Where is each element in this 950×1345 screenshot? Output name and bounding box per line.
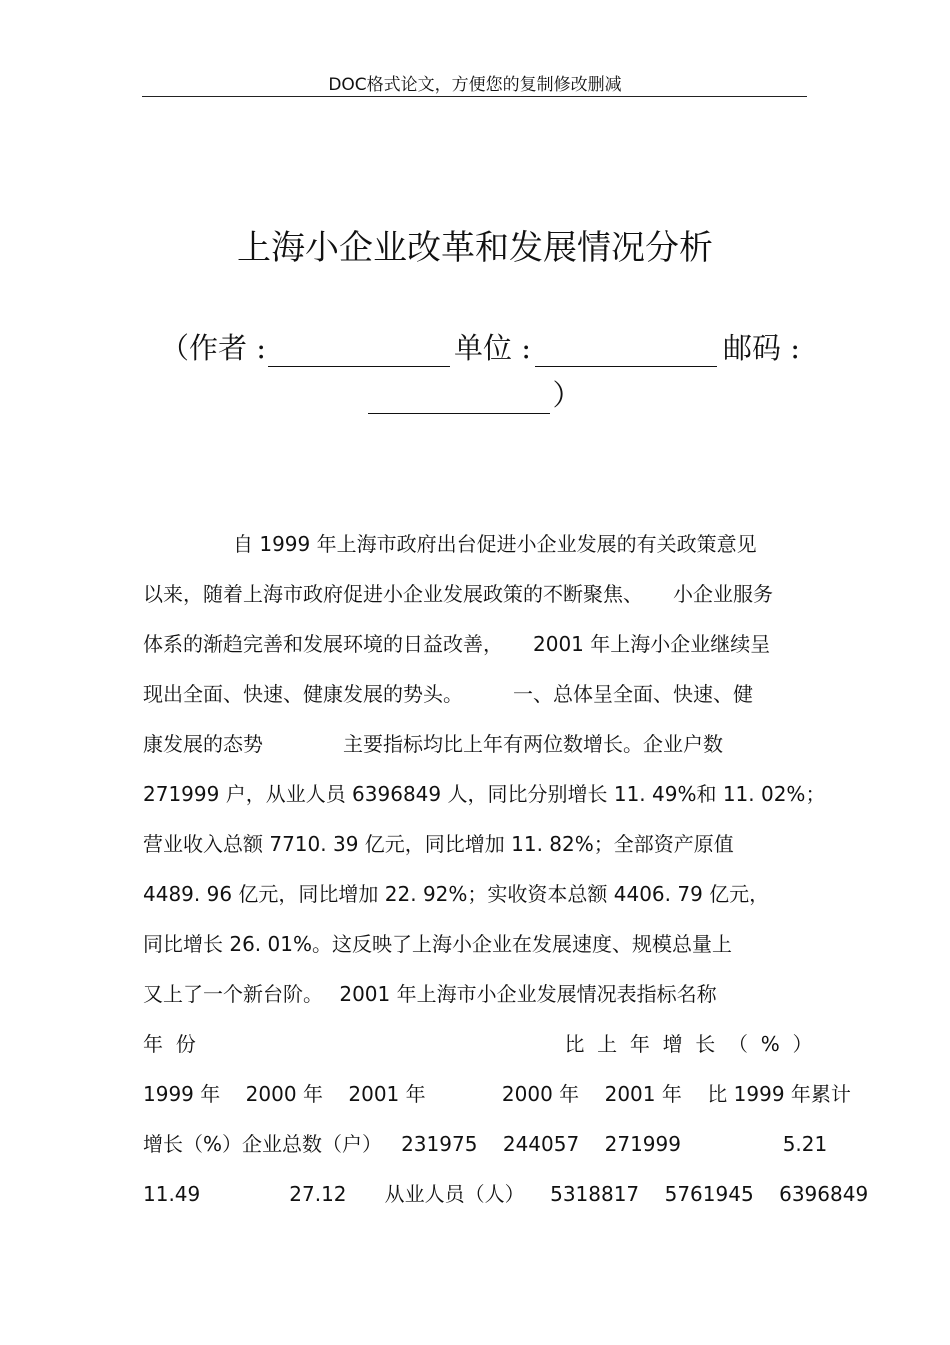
body-line: 体系的渐趋完善和发展环境的日益改善， 2001 年上海小企业继续呈 [143, 632, 771, 656]
unit-label: 单位 : [454, 331, 531, 365]
body-line: 年 份 比 上 年 增 长 （ % ） [143, 1032, 813, 1056]
document-title: 上海小企业改革和发展情况分析 [237, 228, 713, 268]
author-blank [268, 336, 450, 367]
body-line: 271999 户，从业人员 6396849 人，同比分别增长 11. 49%和 11. 02%； [143, 782, 826, 806]
body-line: 1999 年 2000 年 2001 年 2000 年 2001 年 比 1999 年累计 [143, 1082, 851, 1106]
unit-blank [535, 336, 717, 367]
body-line: 同比增长 26. 01%。这反映了上海小企业在发展速度、规模总量上 [143, 932, 732, 956]
body-line: 11.49 27.12 从业人员（人） 5318817 5761945 6396849 [143, 1182, 869, 1206]
header-divider [142, 96, 807, 97]
body-line: 又上了一个新台阶。 2001 年上海市小企业发展情况表指标名称 [143, 982, 717, 1006]
byline-close: ） [552, 378, 582, 412]
byline-second-line [0, 373, 950, 414]
body-line: 康发展的态势 主要指标均比上年有两位数增长。企业户数 [143, 732, 723, 756]
page-header: DOC格式论文，方便您的复制修改删减 [328, 75, 622, 95]
body-line: 现出全面、快速、健康发展的势头。 一、总体呈全面、快速、健 [143, 682, 753, 706]
body-line: 营业收入总额 7710. 39 亿元，同比增加 11. 82%；全部资产原值 [143, 832, 734, 856]
zip-label: 邮码 : [723, 331, 800, 365]
zip-blank [368, 383, 550, 414]
byline-first-line [160, 326, 800, 367]
body-line: 以来，随着上海市政府促进小企业发展政策的不断聚焦、 小企业服务 [143, 582, 773, 606]
body-line: 自 1999 年上海市政府出台促进小企业发展的有关政策意见 [233, 532, 757, 556]
body-line: 增长（%）企业总数（户） 231975 244057 271999 5.21 [143, 1132, 828, 1156]
body-line: 4489. 96 亿元，同比增加 22. 92%；实收资本总额 4406. 79 亿元， [143, 882, 770, 906]
author-label: （作者 : [160, 331, 266, 365]
